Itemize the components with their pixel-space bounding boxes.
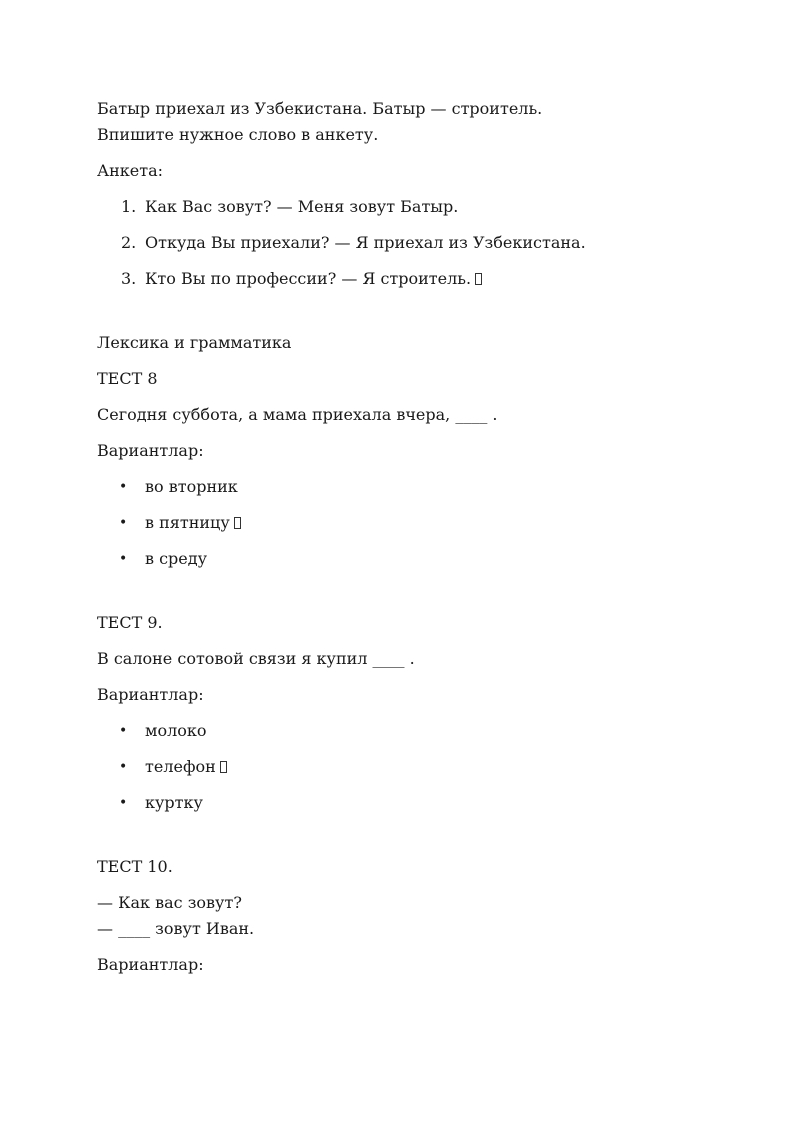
test-question: В салоне сотовой связи я купил ____ . bbox=[97, 649, 415, 668]
dialog-line-2: — ____ зовут Иван. bbox=[97, 919, 255, 938]
dialog-line-1: — Как вас зовут? bbox=[97, 893, 242, 912]
option-item bbox=[97, 546, 737, 572]
list-item bbox=[97, 266, 737, 292]
answer-mark-icon bbox=[234, 517, 241, 529]
options-list bbox=[97, 718, 737, 816]
bullet-icon: • bbox=[119, 795, 128, 811]
list-number: 1. bbox=[121, 197, 137, 216]
bullet-icon: • bbox=[119, 759, 128, 775]
option-text: во вторник bbox=[145, 477, 238, 496]
options-label: Вариантлар: bbox=[97, 441, 204, 460]
list-item-text: Откуда Вы приехали? — Я приехал из Узбекистана. bbox=[145, 233, 586, 252]
bullet-icon: • bbox=[119, 723, 128, 739]
option-item bbox=[97, 754, 737, 780]
answer-mark-icon bbox=[220, 761, 227, 773]
list-number: 2. bbox=[121, 233, 137, 252]
answer-mark-icon bbox=[475, 273, 482, 285]
option-item bbox=[97, 718, 737, 744]
option-text: в пятницу bbox=[145, 513, 230, 532]
option-text: в среду bbox=[145, 549, 208, 568]
form-list bbox=[97, 194, 737, 292]
option-item bbox=[97, 510, 737, 536]
intro-line-1: Батыр приехал из Узбекистана. Батыр — строитель. bbox=[97, 99, 543, 118]
intro-line-2: Впишите нужное слово в анкету. bbox=[97, 125, 379, 144]
section-title: Лексика и грамматика bbox=[97, 333, 292, 352]
options-label: Вариантлар: bbox=[97, 685, 204, 704]
option-item bbox=[97, 790, 737, 816]
test-question: Сегодня суббота, а мама приехала вчера, ____ . bbox=[97, 405, 498, 424]
option-item bbox=[97, 474, 737, 500]
test-title: ТЕСТ 10. bbox=[97, 857, 173, 876]
list-item-text: Кто Вы по профессии? — Я строитель. bbox=[145, 269, 472, 288]
options-label: Вариантлар: bbox=[97, 955, 204, 974]
options-list bbox=[97, 474, 737, 572]
test-title: ТЕСТ 8 bbox=[97, 369, 158, 388]
bullet-icon: • bbox=[119, 551, 128, 567]
list-item bbox=[97, 194, 737, 220]
list-item-text: Как Вас зовут? — Меня зовут Батыр. bbox=[145, 197, 459, 216]
option-text: телефон bbox=[145, 757, 216, 776]
document-page bbox=[97, 96, 737, 988]
form-label: Анкета: bbox=[97, 161, 164, 180]
bullet-icon: • bbox=[119, 515, 128, 531]
list-number: 3. bbox=[121, 269, 137, 288]
test-title: ТЕСТ 9. bbox=[97, 613, 163, 632]
list-item bbox=[97, 230, 737, 256]
option-text: молоко bbox=[145, 721, 207, 740]
option-text: куртку bbox=[145, 793, 203, 812]
bullet-icon: • bbox=[119, 479, 128, 495]
